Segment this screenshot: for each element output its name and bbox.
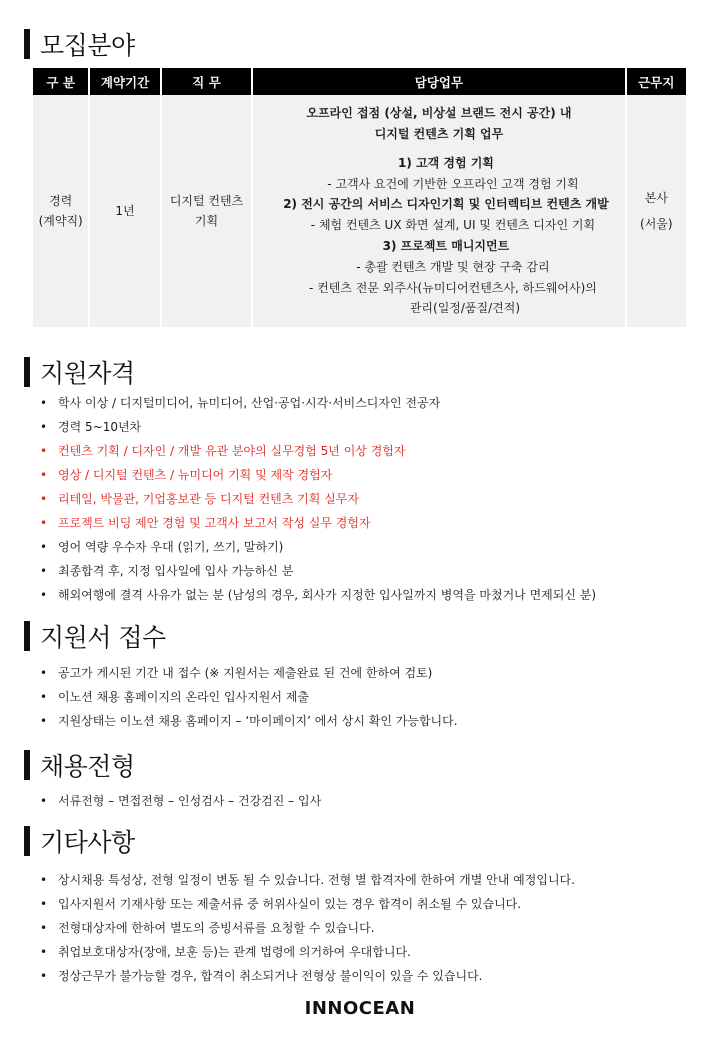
cell-period: 1년 bbox=[90, 95, 159, 327]
header-job: 직 무 bbox=[162, 68, 252, 95]
section-bar bbox=[24, 826, 30, 856]
list-item-text: 상시채용 특성상, 전형 일정이 변동 될 수 있습니다. 전형 별 합격자에 한하여 개별 안내 예정입니다. bbox=[58, 873, 575, 887]
list-item-text: 이노션 채용 홈페이지의 온라인 입사지원서 제출 bbox=[58, 690, 309, 704]
list-item bbox=[40, 535, 700, 559]
list-item bbox=[40, 964, 700, 988]
section-title-text: 지원서 접수 bbox=[40, 623, 166, 652]
list-item-text: 공고가 게시된 기간 내 접수 (※ 지원서는 제출완료 된 건에 한하여 검토) bbox=[58, 666, 433, 680]
list-item bbox=[40, 487, 700, 511]
section-bar bbox=[24, 29, 30, 59]
list-item bbox=[40, 940, 700, 964]
section-bar bbox=[24, 750, 30, 780]
duty-list bbox=[267, 153, 624, 319]
recruit-table bbox=[31, 68, 688, 327]
list-item-text: 서류전형 – 면접전형 – 인성검사 – 건강검진 – 입사 bbox=[58, 794, 322, 808]
cell-location: 본사 (서울) bbox=[627, 95, 686, 327]
list-item bbox=[40, 685, 700, 709]
list-item-text: 영상 / 디지털 컨텐츠 / 뉴미디어 기획 및 제작 경험자 bbox=[58, 468, 333, 482]
cell-category: 경력 (계약직) bbox=[33, 95, 88, 327]
qualification-list bbox=[40, 391, 700, 607]
list-item-text: 영어 역량 우수자 우대 (읽기, 쓰기, 말하기) bbox=[58, 540, 284, 554]
bullet-icon: • bbox=[40, 714, 48, 728]
list-item-text: 해외여행에 결격 사유가 없는 분 (남성의 경우, 회사가 지정한 입사일까지 병역을 마쳤거나 면제되신 분) bbox=[58, 588, 597, 602]
list-item-text: 학사 이상 / 디지털미디어, 뉴미디어, 산업·공업·시각·서비스디자인 전공자 bbox=[58, 396, 441, 410]
header-category: 구 분 bbox=[33, 68, 88, 95]
list-item-text: 입사지원서 기재사항 또는 제출서류 중 허위사실이 있는 경우 합격이 취소될 수 있습니다. bbox=[58, 897, 522, 911]
duty-line: - 컨텐츠 전문 외주사(뉴미디어컨텐츠사, 하드웨어사)의 bbox=[309, 280, 597, 295]
bullet-icon: • bbox=[40, 897, 48, 911]
bullet-icon: • bbox=[40, 690, 48, 704]
table-row bbox=[33, 95, 686, 327]
section-title-qualification bbox=[24, 354, 135, 390]
list-item-text: 최종합격 후, 지정 입사일에 입사 가능하신 분 bbox=[58, 564, 294, 578]
header-duty: 담당업무 bbox=[253, 68, 624, 95]
section-title-process bbox=[24, 747, 135, 783]
bullet-icon: • bbox=[40, 444, 48, 458]
bullet-icon: • bbox=[40, 873, 48, 887]
list-item-text: 컨텐츠 기획 / 디자인 / 개발 유관 분야의 실무경험 5년 이상 경험자 bbox=[58, 444, 406, 458]
bullet-icon: • bbox=[40, 921, 48, 935]
section-title-recruit-field bbox=[24, 26, 135, 62]
list-item-text: 지원상태는 이노션 채용 홈페이지 – ‘마이페이지’ 에서 상시 확인 가능합니다. bbox=[58, 714, 458, 728]
bullet-icon: • bbox=[40, 945, 48, 959]
section-bar bbox=[24, 357, 30, 387]
duty-line: - 총괄 컨텐츠 개발 및 현장 구축 감리 bbox=[356, 259, 550, 274]
etc-list bbox=[40, 868, 700, 988]
list-item-text: 프로젝트 비딩 제안 경험 및 고객사 보고서 작성 실무 경험자 bbox=[58, 516, 371, 530]
cell-job: 디지털 컨텐츠 기획 bbox=[162, 95, 252, 327]
list-item bbox=[40, 415, 700, 439]
list-item bbox=[40, 868, 700, 892]
bullet-icon: • bbox=[40, 564, 48, 578]
list-item bbox=[40, 709, 700, 733]
list-item bbox=[40, 391, 700, 415]
section-bar bbox=[24, 621, 30, 651]
list-item bbox=[40, 916, 700, 940]
bullet-icon: • bbox=[40, 540, 48, 554]
list-item-text: 정상근무가 불가능할 경우, 합격이 취소되거나 전형상 불이익이 있을 수 있습니다. bbox=[58, 969, 483, 983]
process-list bbox=[40, 789, 700, 813]
bullet-icon: • bbox=[40, 516, 48, 530]
duty-line: 2) 전시 공간의 서비스 디자인기획 및 인터렉티브 컨텐츠 개발 bbox=[283, 197, 609, 212]
bullet-icon: • bbox=[40, 468, 48, 482]
list-item bbox=[40, 892, 700, 916]
bullet-icon: • bbox=[40, 969, 48, 983]
list-item-text: 경력 5~10년차 bbox=[58, 420, 142, 434]
section-title-application bbox=[24, 618, 166, 654]
innocean-logo: INNOCEAN bbox=[304, 998, 416, 1019]
list-item bbox=[40, 439, 700, 463]
list-item bbox=[40, 463, 700, 487]
duty-line: - 고객사 요건에 기반한 오프라인 고객 경험 기획 bbox=[327, 176, 579, 191]
application-list bbox=[40, 661, 700, 733]
bullet-icon: • bbox=[40, 588, 48, 602]
list-item bbox=[40, 559, 700, 583]
duty-heading: 오프라인 접점 (상설, 비상설 브랜드 전시 공간) 내 디지털 컨텐츠 기획 업무 bbox=[306, 105, 572, 141]
duty-line: - 체험 컨텐츠 UX 화면 설계, UI 및 컨텐츠 디자인 기획 bbox=[310, 218, 596, 233]
bullet-icon: • bbox=[40, 794, 48, 808]
cell-duty bbox=[253, 95, 624, 327]
bullet-icon: • bbox=[40, 396, 48, 410]
bullet-icon: • bbox=[40, 492, 48, 506]
duty-line: 1) 고객 경험 기획 bbox=[397, 155, 494, 170]
list-item bbox=[40, 511, 700, 535]
section-title-text: 채용전형 bbox=[40, 752, 135, 781]
bullet-icon: • bbox=[40, 420, 48, 434]
section-title-text: 지원자격 bbox=[40, 359, 135, 388]
list-item-text: 전형대상자에 한하여 별도의 증빙서류를 요청할 수 있습니다. bbox=[58, 921, 375, 935]
bullet-icon: • bbox=[40, 666, 48, 680]
duty-line: 3) 프로젝트 매니지먼트 bbox=[382, 239, 510, 253]
duty-line: 관리(일정/품질/견적) bbox=[409, 301, 521, 316]
list-item bbox=[40, 661, 700, 685]
list-item bbox=[40, 789, 700, 813]
section-title-text: 기타사항 bbox=[40, 828, 135, 857]
list-item-text: 취업보호대상자(장애, 보훈 등)는 관계 법령에 의거하여 우대합니다. bbox=[58, 945, 411, 959]
header-period: 계약기간 bbox=[90, 68, 159, 95]
list-item-text: 리테일, 박물관, 기업홍보관 등 디지털 컨텐츠 기획 실무자 bbox=[58, 492, 359, 506]
section-title-text: 모집분야 bbox=[40, 31, 135, 60]
section-title-etc bbox=[24, 823, 135, 859]
header-location: 근무지 bbox=[627, 68, 686, 95]
list-item bbox=[40, 583, 700, 607]
